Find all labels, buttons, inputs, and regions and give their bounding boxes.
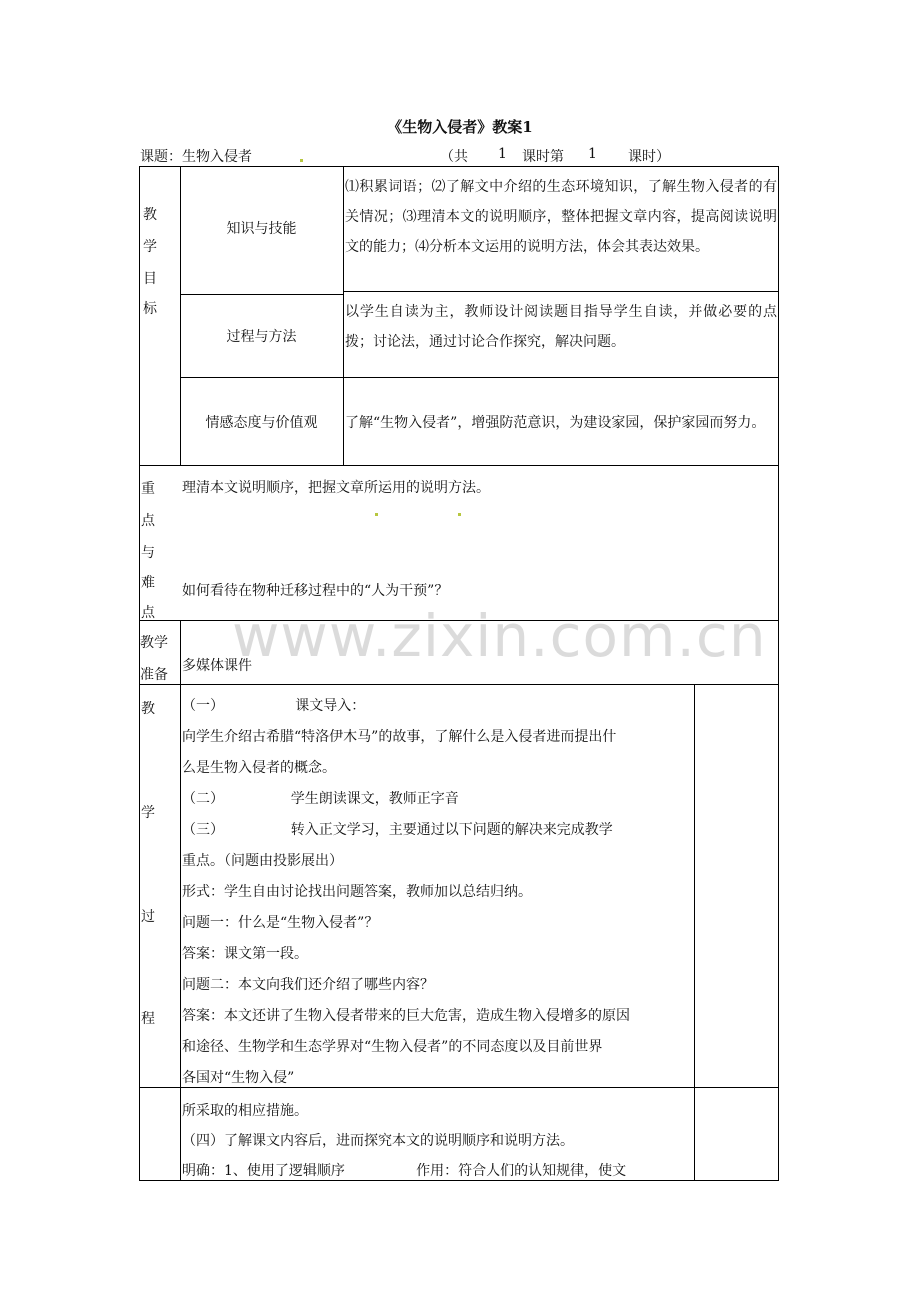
goal-label: 过程与方法 (226, 329, 297, 345)
keypoints-side-char: 与 (141, 545, 155, 561)
process-line: 和途径、生物学和生态学界对“生物入侵者”的不同态度以及目前世界 (182, 1039, 603, 1055)
process-line: （三） 转入正文学习，主要通过以下问题的解决来完成教学 (182, 822, 613, 838)
lesson-label: 课题：生物入侵者 (140, 149, 252, 165)
keypoints-side-char: 点 (141, 605, 155, 621)
goal-content: ⑴积累词语；⑵了解文中介绍的生态环境知识，了解生物入侵者的有关情况；⑶理清本文的说明顺序，整体把握文章内容，提高阅读说明文的能力；⑷分析本文运用的说明方法，体会其表达效果。 (345, 179, 777, 255)
process-continued-line: （四）了解课文内容后，进而探究本文的说明顺序和说明方法。 (182, 1133, 574, 1149)
process-line: 各国对“生物入侵” (182, 1070, 295, 1086)
hour-label: 课时第 (522, 149, 564, 165)
goals-side-char: 标 (143, 301, 157, 317)
total-count: 1 (498, 146, 507, 162)
process-line: （二） 学生朗读课文，教师正字音 (182, 791, 459, 807)
process-line: 重点。（问题由投影展出） (182, 853, 343, 869)
goal-content: 了解“生物入侵者”，增强防范意识，为建设家园，保护家园而努力。 (345, 415, 766, 431)
process-line: 么是生物入侵者的概念。 (182, 760, 336, 776)
keypoints-side-char: 点 (141, 513, 155, 529)
process-line: 问题一：什么是“生物入侵者”？ (182, 915, 379, 931)
decorative-mark (375, 513, 378, 516)
process-side-char: 教 (141, 701, 155, 717)
total-open: （共 (440, 149, 468, 165)
process-line: （一） 课文导入： (182, 698, 366, 714)
prep-content: 多媒体课件 (182, 658, 252, 674)
goal-label: 情感态度与价值观 (205, 415, 318, 431)
process-continued-line: 所采取的相应措施。 (182, 1103, 308, 1119)
key-point-text: 理清本文说明顺序，把握文章所运用的说明方法。 (182, 480, 490, 496)
decorative-mark (458, 513, 461, 516)
goals-side-char: 教 (143, 207, 157, 223)
process-line: 答案：本文还讲了生物入侵者带来的巨大危害，造成生物入侵增多的原因 (182, 1008, 630, 1024)
difficulty-text: 如何看待在物种迁移过程中的“人为干预”？ (182, 583, 449, 599)
process-line: 形式：学生自由讨论找出问题答案，教师加以总结归纳。 (182, 884, 532, 900)
process-continued-line: 明确：1、使用了逻辑顺序 作用：符合人们的认知规律，使文 (182, 1163, 627, 1179)
process-side-char: 过 (141, 909, 155, 925)
goals-side-char: 学 (143, 239, 157, 255)
process-side-char: 程 (141, 1011, 155, 1027)
hour-index: 1 (588, 146, 597, 162)
watermark: www.zixin.com.cn (232, 602, 767, 670)
goals-side-char: 目 (143, 271, 157, 287)
process-line: 问题二：本文向我们还介绍了哪些内容？ (182, 977, 434, 993)
process-side-char: 学 (141, 805, 155, 821)
prep-side-label: 教学 (140, 635, 168, 651)
decorative-mark (300, 159, 303, 162)
keypoints-side-char: 重 (141, 481, 155, 497)
hour-close: 课时） (628, 149, 670, 165)
document-title: 《生物入侵者》教案1 (387, 118, 533, 136)
process-line: 答案：课文第一段。 (182, 946, 308, 962)
process-line: 向学生介绍古希腊“特洛伊木马”的故事，了解什么是入侵者进而提出什 (182, 729, 617, 745)
prep-side-label: 准备 (140, 667, 168, 683)
keypoints-side-char: 难 (141, 575, 155, 591)
goal-label: 知识与技能 (226, 221, 297, 237)
goal-content: 以学生自读为主，教师设计阅读题目指导学生自读，并做必要的点拨；讨论法，通过讨论合作探究，解决问题。 (345, 304, 777, 350)
